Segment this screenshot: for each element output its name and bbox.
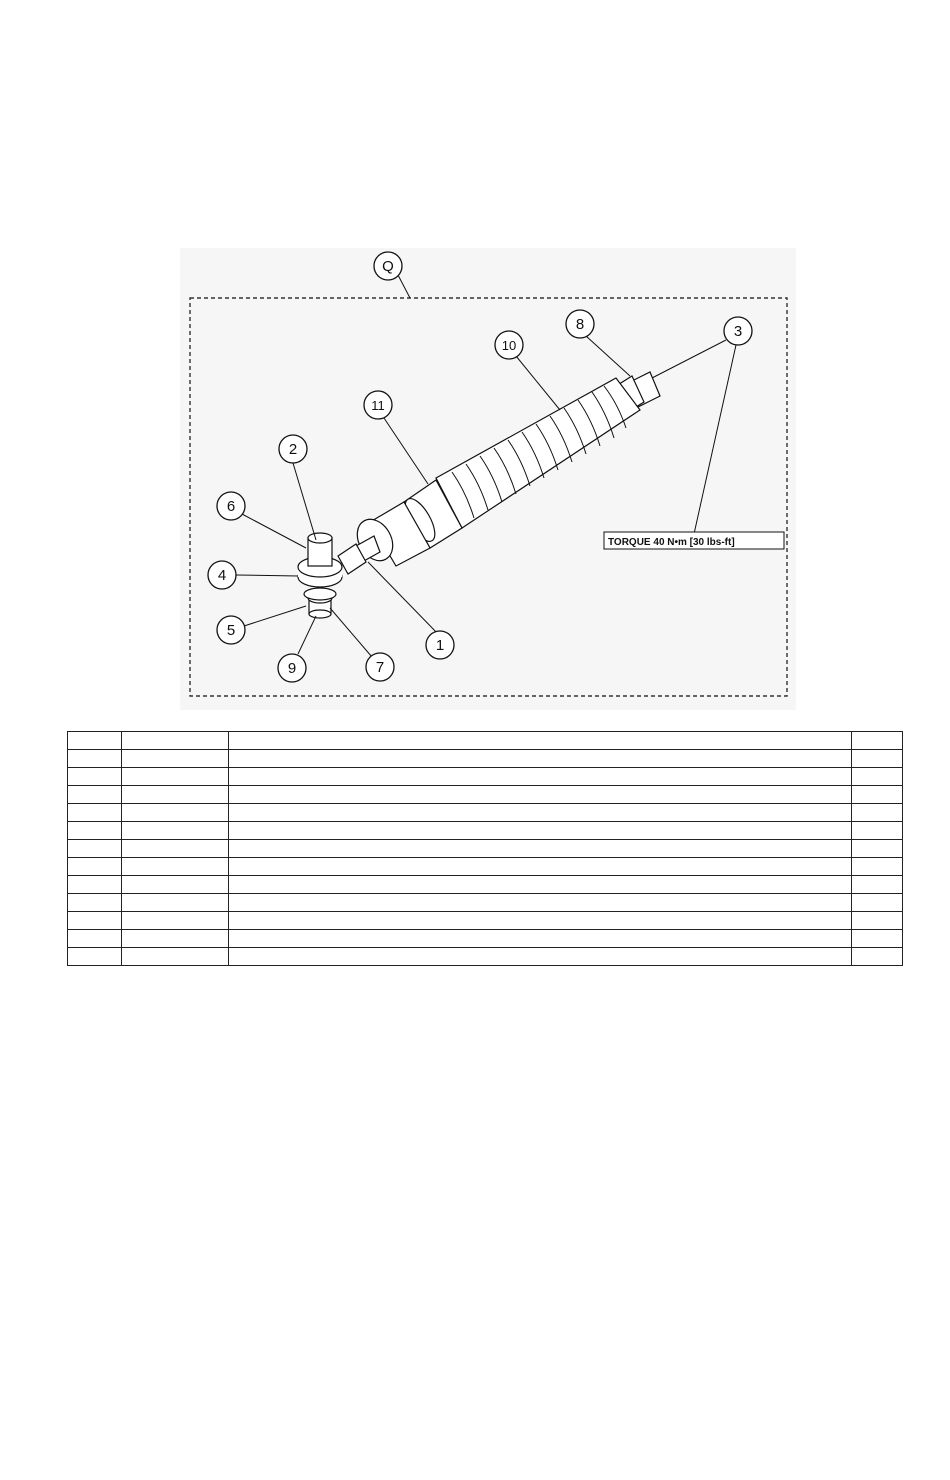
table-cell [852,768,903,786]
table-cell [229,948,852,966]
table-row [68,732,903,750]
callout-4-text: 4 [217,567,227,584]
table-cell [229,750,852,768]
table-cell [68,912,122,930]
table-cell [852,840,903,858]
callout-9-text: 9 [287,660,297,677]
table-cell [852,912,903,930]
table-row [68,876,903,894]
table-cell [122,948,229,966]
table-cell [122,894,229,912]
table-cell [68,750,122,768]
table-cell [229,930,852,948]
table-cell [852,858,903,876]
table-cell [229,768,852,786]
callout-2-text: 2 [288,441,298,458]
table-cell [229,732,852,750]
callout-6-text: 6 [226,498,236,515]
table-cell [852,876,903,894]
table-row [68,786,903,804]
table-cell [122,768,229,786]
table-cell [229,858,852,876]
table-row [68,750,903,768]
parts-table-body [68,732,903,966]
table-cell [68,768,122,786]
table-row [68,804,903,822]
table-cell [68,858,122,876]
parts-table [67,731,903,966]
table-cell [122,840,229,858]
assembly-label-text: Q [382,258,394,275]
callout-8-text: 8 [575,316,585,333]
table-cell [122,858,229,876]
table-cell [229,912,852,930]
table-cell [68,822,122,840]
table-row [68,822,903,840]
table-cell [852,894,903,912]
table-cell [68,894,122,912]
table-cell [229,786,852,804]
table-cell [68,930,122,948]
callout-10-text: 10 [501,338,517,353]
table-cell [229,804,852,822]
table-cell [852,786,903,804]
table-cell [122,750,229,768]
table-cell [229,894,852,912]
torque-note-text: TORQUE 40 N•m [30 lbs-ft] [608,537,735,548]
table-row [68,768,903,786]
table-row [68,894,903,912]
table-cell [229,876,852,894]
table-cell [122,930,229,948]
washer [304,588,336,600]
table-cell [852,930,903,948]
table-cell [852,822,903,840]
table-cell [852,948,903,966]
table-cell [122,912,229,930]
table-cell [68,876,122,894]
torque-note [604,532,784,549]
table-cell [68,732,122,750]
table-cell [122,822,229,840]
table-row [68,858,903,876]
table-cell [122,804,229,822]
table-cell [229,840,852,858]
table-row [68,912,903,930]
table-row [68,930,903,948]
table-row [68,840,903,858]
table-cell [122,876,229,894]
table-cell [68,840,122,858]
callout-5-text: 5 [226,622,236,639]
table-cell [852,804,903,822]
table-cell [229,822,852,840]
callout-7-text: 7 [375,659,385,676]
table-cell [852,732,903,750]
callout-1-text: 1 [435,637,445,654]
table-cell [122,786,229,804]
table-row [68,948,903,966]
table-cell [122,732,229,750]
table-cell [68,786,122,804]
table-cell [68,948,122,966]
callout-3-text: 3 [733,323,743,340]
table-cell [852,750,903,768]
table-cell [68,804,122,822]
callout-11-text: 11 [371,398,385,413]
